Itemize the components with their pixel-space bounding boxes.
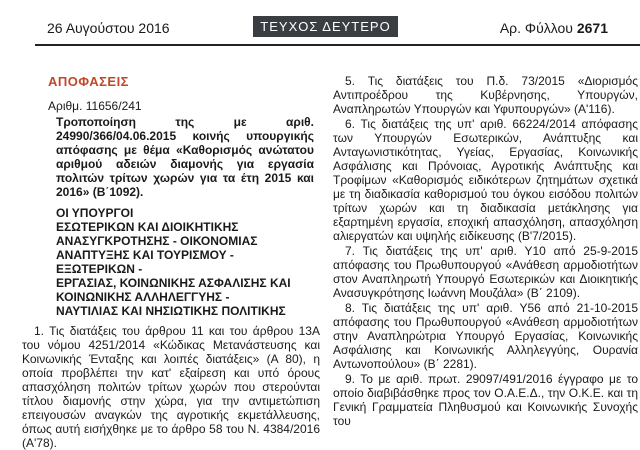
- sheet-number-value: 2671: [576, 20, 608, 36]
- ministers-line: ΕΣΩΤΕΡΙΚΩΝ ΚΑΙ ΔΙΟΙΚΗΤΙΚΗΣ: [56, 220, 239, 234]
- section-title: ΑΠΟΦΑΣΕΙΣ: [48, 74, 129, 89]
- issue-label: ΤΕΥΧΟΣ ΔΕΥΤΕΡΟ: [253, 16, 398, 37]
- ministers-block: [56, 206, 314, 318]
- paragraph-9: 9. Το με αριθ. πρωτ. 29097/491/2016 έγγραφο με το οποίο διαβιβάσθηκε προς τον Ο.Α.Ε.Δ., την Ο.Κ.Ε. και τη Γενική Γραμματεία Πληθυσμού και Κοινωνικής Συνοχής του: [333, 372, 638, 428]
- paragraph-1: 1. Τις διατάξεις του άρθρου 11 και του άρθρου 13Α του νόμου 4251/2014 «Κώδικας Μετανάστευσης και Κοινωνικής Ένταξης και λοιπές διατάξεις» (Α 80), η οποία προβλέπει την κατ' εξαίρεση και υπό όρους απασχόληση πολιτών τρίτων χωρών που στερούνται τίτλου διαμονής στην χώρα, για την αντιμετώπιση επειγουσών αναγκών της αγροτικής εκμετάλλευσης, όπως αυτή εισήχθηκε με το άρθρο 58 του Ν. 4384/2016 (Α'78).: [22, 324, 320, 450]
- paragraph-7: 7. Τις διατάξεις της υπ' αριθ. Υ10 από 25-9-2015 απόφασης του Πρωθυπουργού «Ανάθεση αρμοδιοτήτων στον Αναπληρωτή Υπουργό Εσωτερικών και Διοικητικής Ανασυγκρότησης Ιωάννη Μουζάλα» (Β΄ 2109).: [333, 244, 638, 300]
- ministers-line: ΑΝΑΣΥΓΚΡΟΤΗΣΗΣ - ΟΙΚΟΝΟΜΙΑΣ: [56, 234, 258, 248]
- issue-date: 26 Αυγούστου 2016: [47, 20, 170, 36]
- left-column: [10, 74, 320, 450]
- right-column: [333, 74, 640, 428]
- ministers-line: ΝΑΥΤΙΛΙΑΣ ΚΑΙ ΝΗΣΙΩΤΙΚΗΣ ΠΟΛΙΤΙΚΗΣ: [56, 304, 286, 318]
- paragraph-5: 5. Τις διατάξεις του Π.δ. 73/2015 «Διορισμός Αντιπροέδρου της Κυβέρνησης, Υπουργών, Αναπληρωτών Υπουργών και Υφυπουργών» (Α'116).: [333, 74, 638, 116]
- decision-number: Αριθμ. 11656/241: [48, 99, 142, 113]
- sheet-number-label: Αρ. Φύλλου: [499, 20, 573, 36]
- ministers-line: ΑΝΑΠΤΥΞΗΣ ΚΑΙ ΤΟΥΡΙΣΜΟΥ - ΕΞΩΤΕΡΙΚΩΝ -: [56, 248, 234, 276]
- ministers-line: ΟΙ ΥΠΟΥΡΓΟΙ: [56, 206, 134, 220]
- header-rule: [35, 44, 640, 46]
- paragraph-8: 8. Τις διατάξεις της υπ' αριθ. Υ56 από 21-10-2015 απόφασης του Πρωθυπουργού «Ανάθεση αρμοδιοτήτων στην Αναπληρώτρια Υπουργό Εργασίας, Κοινωνικής Ασφάλισης και Κοινωνικής Αλληλεγγύης, Ουρανία Αντωνοπούλου» (Β΄ 2281).: [333, 301, 638, 371]
- paragraph-6: 6. Τις διατάξεις της υπ' αριθ. 66224/2014 απόφασης των Υπουργών Εσωτερικών, Ανάπτυξης και Ανταγωνιστικότητας, Υγείας, Εργασίας, Κοινωνικής Ασφάλισης και Πρόνοιας, Αγροτικής Ανάπτυξης και Τροφίμων «Καθορισμός ειδικότερων ζητημάτων σχετικά με τη διαδικασία καθορισμού του όγκου εισόδου πολιτών τρίτων χωρών και τη διαδικασία μετάκλησης για εξαρτημένη εργασία, εποχική απασχόληση, απασχόληση αλιεργατών και υψηλής ειδίκευσης (Β'7/2015).: [333, 117, 638, 243]
- sheet-number: [500, 20, 608, 36]
- page-header: [0, 0, 640, 44]
- ministers-line: ΚΟΙΝΩΝΙΚΗΣ ΑΛΛΗΛΕΓΓΥΗΣ -: [56, 290, 230, 304]
- decision-title: Τροποποίηση της με αριθ. 24990/366/04.06.2015 κοινής υπουργικής απόφασης με θέμα «Καθορισμός ανώτατου αριθμού αδειών διαμονής για εργασία πολιτών τρίτων χωρών για τα έτη 2015 και 2016» (Β΄1092).: [56, 115, 314, 199]
- ministers-line: ΕΡΓΑΣΙΑΣ, ΚΟΙΝΩΝΙΚΗΣ ΑΣΦΑΛΙΣΗΣ ΚΑΙ: [56, 276, 291, 290]
